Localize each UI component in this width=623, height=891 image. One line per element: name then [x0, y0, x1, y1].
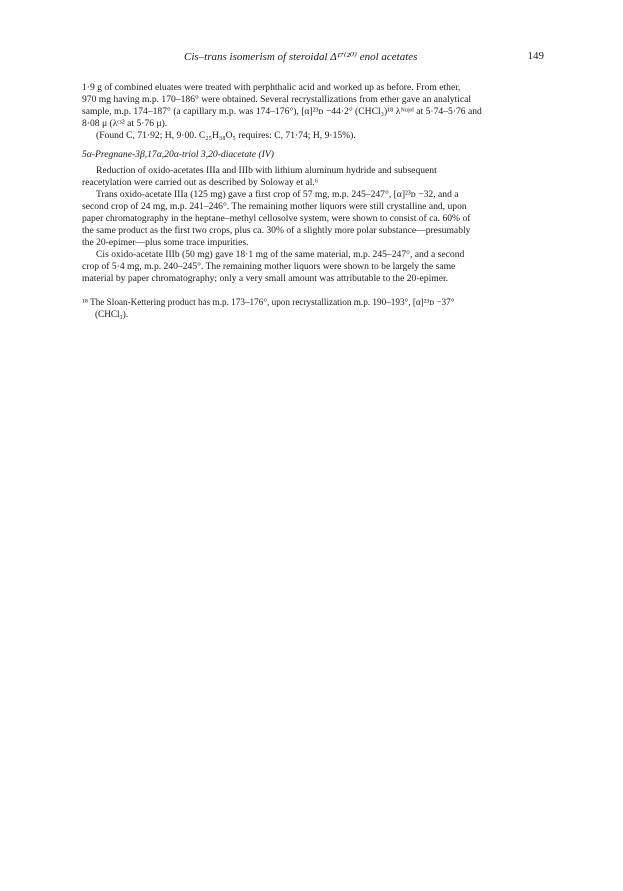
text-line: reacetylation were carried out as described by Soloway et al.⁶ — [82, 177, 319, 188]
text-line: material by paper chromatography; only a very small amount was attributable to the 20-epimer. — [82, 273, 449, 284]
text-line: 970 mg having m.p. 170–186° were obtained. Several recrystallizations from ether gave an analytical — [82, 94, 472, 105]
text-line: 1·9 g of combined eluates were treated with perphthalic acid and worked up as before. From ether, — [82, 82, 461, 93]
text-line: crop of 5·4 mg, m.p. 240–245°. The remaining mother liquors were shown to be largely the same — [82, 261, 456, 272]
text-line: the same product as the first two crops, plus ca. 30% of a slightly more polar substance—presumably — [82, 225, 471, 236]
text-line: the 20-epimer—plus some trace impurities. — [82, 237, 249, 248]
paragraph-reduction — [82, 165, 544, 189]
text-line: second crop of 24 mg, m.p. 241–246°. The remaining mother liquors were still crystalline and, upon — [82, 201, 467, 212]
text-line: (Found C, 71·92; H, 9·00. C₂₅H₃₈O₅ requires: C, 71·74; H, 9·15%). — [96, 130, 356, 141]
section-heading: 5α-Pregnane-3β,17α,20α-triol 3,20-diacetate (IV) — [82, 149, 274, 160]
paragraph-trans-oxido-acetate — [82, 189, 544, 249]
paragraph-perphthalic-oxidation — [82, 82, 544, 142]
text-line: paper chromatography in the heptane–methyl cellosolve system, were shown to consist of ca. 60% of — [82, 213, 471, 224]
footnote — [82, 296, 544, 320]
page-header — [82, 50, 544, 66]
article-body — [82, 82, 544, 320]
paragraph-cis-oxido-acetate — [82, 249, 544, 285]
text-line: Cis oxido-acetate IIIb (50 mg) gave 18·1 mg of the same material, m.p. 245–247°, and a second — [96, 249, 465, 260]
page-number: 149 — [527, 50, 544, 62]
text-line: (CHCl₃). — [95, 309, 129, 319]
text-line: 8·08 μ (λᶜˢ² at 5·76 μ). — [82, 118, 168, 129]
running-title: Cis–trans isomerism of steroidal Δ¹⁷⁽²⁰⁾ enol acetates — [184, 51, 418, 63]
text-line: ¹⁸ The Sloan-Kettering product has m.p. 173–176°, upon recrystallization m.p. 190–193°, [α]²³ᴅ −37° — [82, 297, 455, 307]
text-line: sample, m.p. 174–187° (a capillary m.p. was 174–176°), [α]²³ᴅ −44·2° (CHCl₃)¹⁸ λᴺᵘʲᵒˡ at 5·74–5·76 and — [82, 106, 482, 117]
text-line: Reduction of oxido-acetates IIIa and IIIb with lithium aluminum hydride and subsequent — [96, 165, 437, 176]
text-line: Trans oxido-acetate IIIa (125 mg) gave a first crop of 57 mg, m.p. 245–247°, [α]²³ᴅ −32, and a — [96, 189, 459, 200]
